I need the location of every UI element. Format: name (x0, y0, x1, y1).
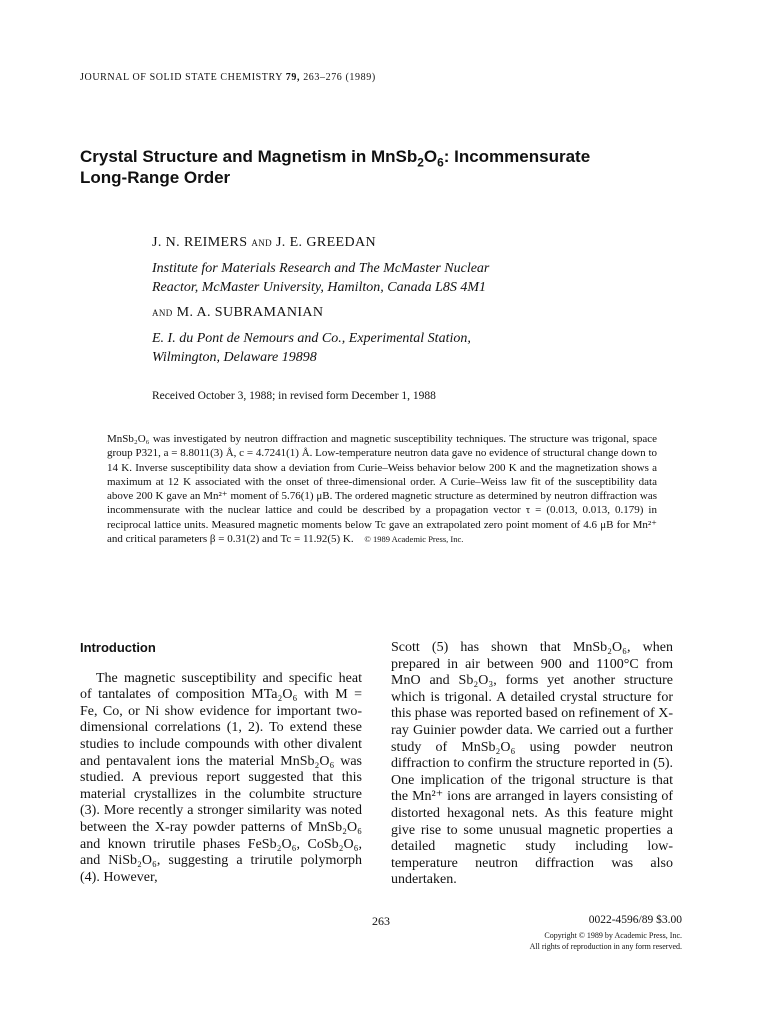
journal-pages-year: 263–276 (1989) (303, 72, 376, 83)
author-subramanian: M. A. SUBRAMANIAN (176, 305, 324, 320)
intro-paragraph-left: The magnetic susceptibility and specific heat of tantalates of composition MTa₂O₆ with M = Fe, Co, or Ni show evidence for important two-dimensional correlations (1, 2). To extend these studies to include compounds with other divalent and pentavalent ions the material MnSb₂O₆ was studied. A previous report suggested that this material crystallizes in the columbite structure (3). More recently a stronger similarity was noted between the X-ray powder patterns of MnSb₂O₆ and known trirutile phases FeSb₂O₆, CoSb₂O₆, and NiSb₂O₆, suggesting a trirutile polymorph (4). However, (80, 670, 362, 885)
journal-name: JOURNAL OF SOLID STATE CHEMISTRY (80, 72, 283, 83)
title-line2: Long-Range Order (80, 168, 231, 187)
column-right (391, 640, 673, 889)
authors-line-1 (152, 234, 376, 251)
section-heading-introduction: Introduction (80, 640, 156, 655)
footer-rights: All rights of reproduction in any form reserved. (529, 942, 682, 951)
author-and-1: and (251, 234, 273, 249)
authors-line-2 (152, 304, 323, 321)
abstract-text: MnSb₂O₆ was investigated by neutron diffraction and magnetic susceptibility techniques. The structure was trigonal, space group P321, a = 8.8011(3) Å, c = 4.7241(1) Å. Low-temperature neutron data gave no evidence of structural change down to 14 K. Inverse susceptibility data show a deviation from Curie–Weiss behavior below 200 K and the magnetization shows a maximum at 12 K associated with the onset of three-dimensional order. A Curie–Weiss law fit of the susceptibility data above 200 K gave an Mn²⁺ moment of 5.76(1) μB. The ordered magnetic structure as determined by neutron diffraction was incommensurate with the nuclear lattice and could be described by a propagation vector τ = (0.013, 0.013, 0.179) in reciprocal lattice units. Measured magnetic moments below Tc gave an extrapolated zero point moment of 4.6 μB for Mn²⁺ and critical parameters β = 0.31(2) and Tc = 11.92(5) K. (107, 433, 657, 546)
title-line1-post: : Incommensurate (443, 147, 591, 166)
title-sub-2: 6 (437, 155, 444, 170)
affiliation-mcmaster (152, 259, 672, 297)
journal-volume: 79, (285, 72, 301, 83)
affil2-line2: Wilmington, Delaware 19898 (152, 350, 317, 365)
author-reimers: J. N. REIMERS (152, 235, 248, 250)
issn-price: 0022-4596/89 $3.00 (588, 914, 682, 926)
affil2-line1: E. I. du Pont de Nemours and Co., Experimental Station, (152, 331, 471, 346)
abstract (107, 432, 657, 546)
affiliation-dupont (152, 329, 672, 367)
title-sub-1: 2 (417, 155, 424, 170)
author-and-2: and (152, 304, 173, 319)
affil1-line2: Reactor, McMaster University, Hamilton, Canada L8S 4M1 (152, 280, 487, 295)
affil1-line1: Institute for Materials Research and The McMaster Nuclear (152, 261, 490, 276)
journal-header (80, 72, 376, 83)
title-line1-mid: O (423, 147, 438, 166)
intro-paragraph-right: Scott (5) has shown that MnSb₂O₆, when prepared in air between 900 and 1100°C from MnO and Sb₂O₃, forms yet another structure which is trigonal. A detailed crystal structure for this phase was reported based on refinement of X-ray Guinier powder data. We carried out a further study of MnSb₂O₆ using powder neutron diffraction to confirm the structure reported in (5). One implication of the trigonal structure is that the Mn²⁺ ions are arranged in layers consisting of distorted hexagonal nets. As this feature might give rise to some unusual magnetic properties a detailed magnetic study including low-temperature neutron diffraction was also undertaken. (391, 640, 673, 888)
article-title (80, 146, 680, 188)
abstract-copyright: © 1989 Academic Press, Inc. (364, 534, 464, 545)
author-greedan: J. E. GREEDAN (275, 235, 377, 250)
page-number: 263 (372, 914, 390, 928)
footer-copyright: Copyright © 1989 by Academic Press, Inc. (544, 931, 682, 940)
title-line1-pre: Crystal Structure and Magnetism in MnSb (80, 147, 418, 166)
received-dates: Received October 3, 1988; in revised form December 1, 1988 (152, 390, 436, 402)
column-left (80, 640, 362, 886)
